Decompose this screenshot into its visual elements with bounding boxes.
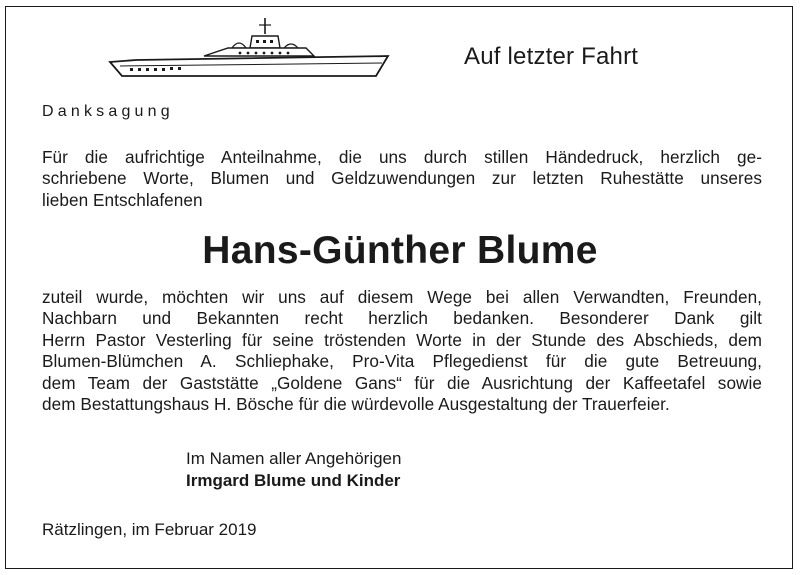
- intro-line: lieben Entschlafenen: [42, 189, 203, 210]
- signature-names: Irmgard Blume und Kinder: [186, 471, 401, 490]
- deceased-name: Hans-Günther Blume: [202, 229, 598, 272]
- thanks-line: dem Team der Gaststätte „Goldene Gans“ für die Ausrichtung der Kaffeetafel sowie: [42, 372, 762, 393]
- thanks-line: zuteil wurde, möchten wir uns auf diesem Wege bei allen Verwandten, Freunden,: [42, 287, 762, 307]
- signature-intro: Im Namen aller Angehörigen: [186, 449, 402, 468]
- ship-icon: [108, 16, 394, 78]
- notice-motto: Auf letzter Fahrt: [464, 43, 639, 70]
- notice-heading: Danksagung: [42, 103, 174, 120]
- thanks-line: dem Bestattungshaus H. Bösche für die würdevolle Ausgestaltung der Trauerfeier.: [42, 394, 670, 415]
- place-date: Rätzlingen, im Februar 2019: [42, 520, 257, 539]
- intro-line: Für die aufrichtige Anteilnahme, die uns durch stillen Händedruck, herzlich ge-: [42, 147, 762, 167]
- thanks-paragraph: [42, 287, 762, 415]
- thanks-line: Nachbarn und Bekannten recht herzlich bedanken. Besonderer Dank gilt: [42, 308, 762, 329]
- thanks-line: Herrn Pastor Vesterling für seine tröstenden Worte in der Stunde des Abschieds, dem: [42, 329, 762, 350]
- intro-line: schriebene Worte, Blumen und Geldzuwendungen zur letzten Ruhestätte unseres: [42, 168, 762, 189]
- intro-paragraph: [42, 147, 762, 211]
- thanks-line: Blumen-Blümchen A. Schliephake, Pro-Vita Pflegedienst für die gute Betreuung,: [42, 351, 762, 372]
